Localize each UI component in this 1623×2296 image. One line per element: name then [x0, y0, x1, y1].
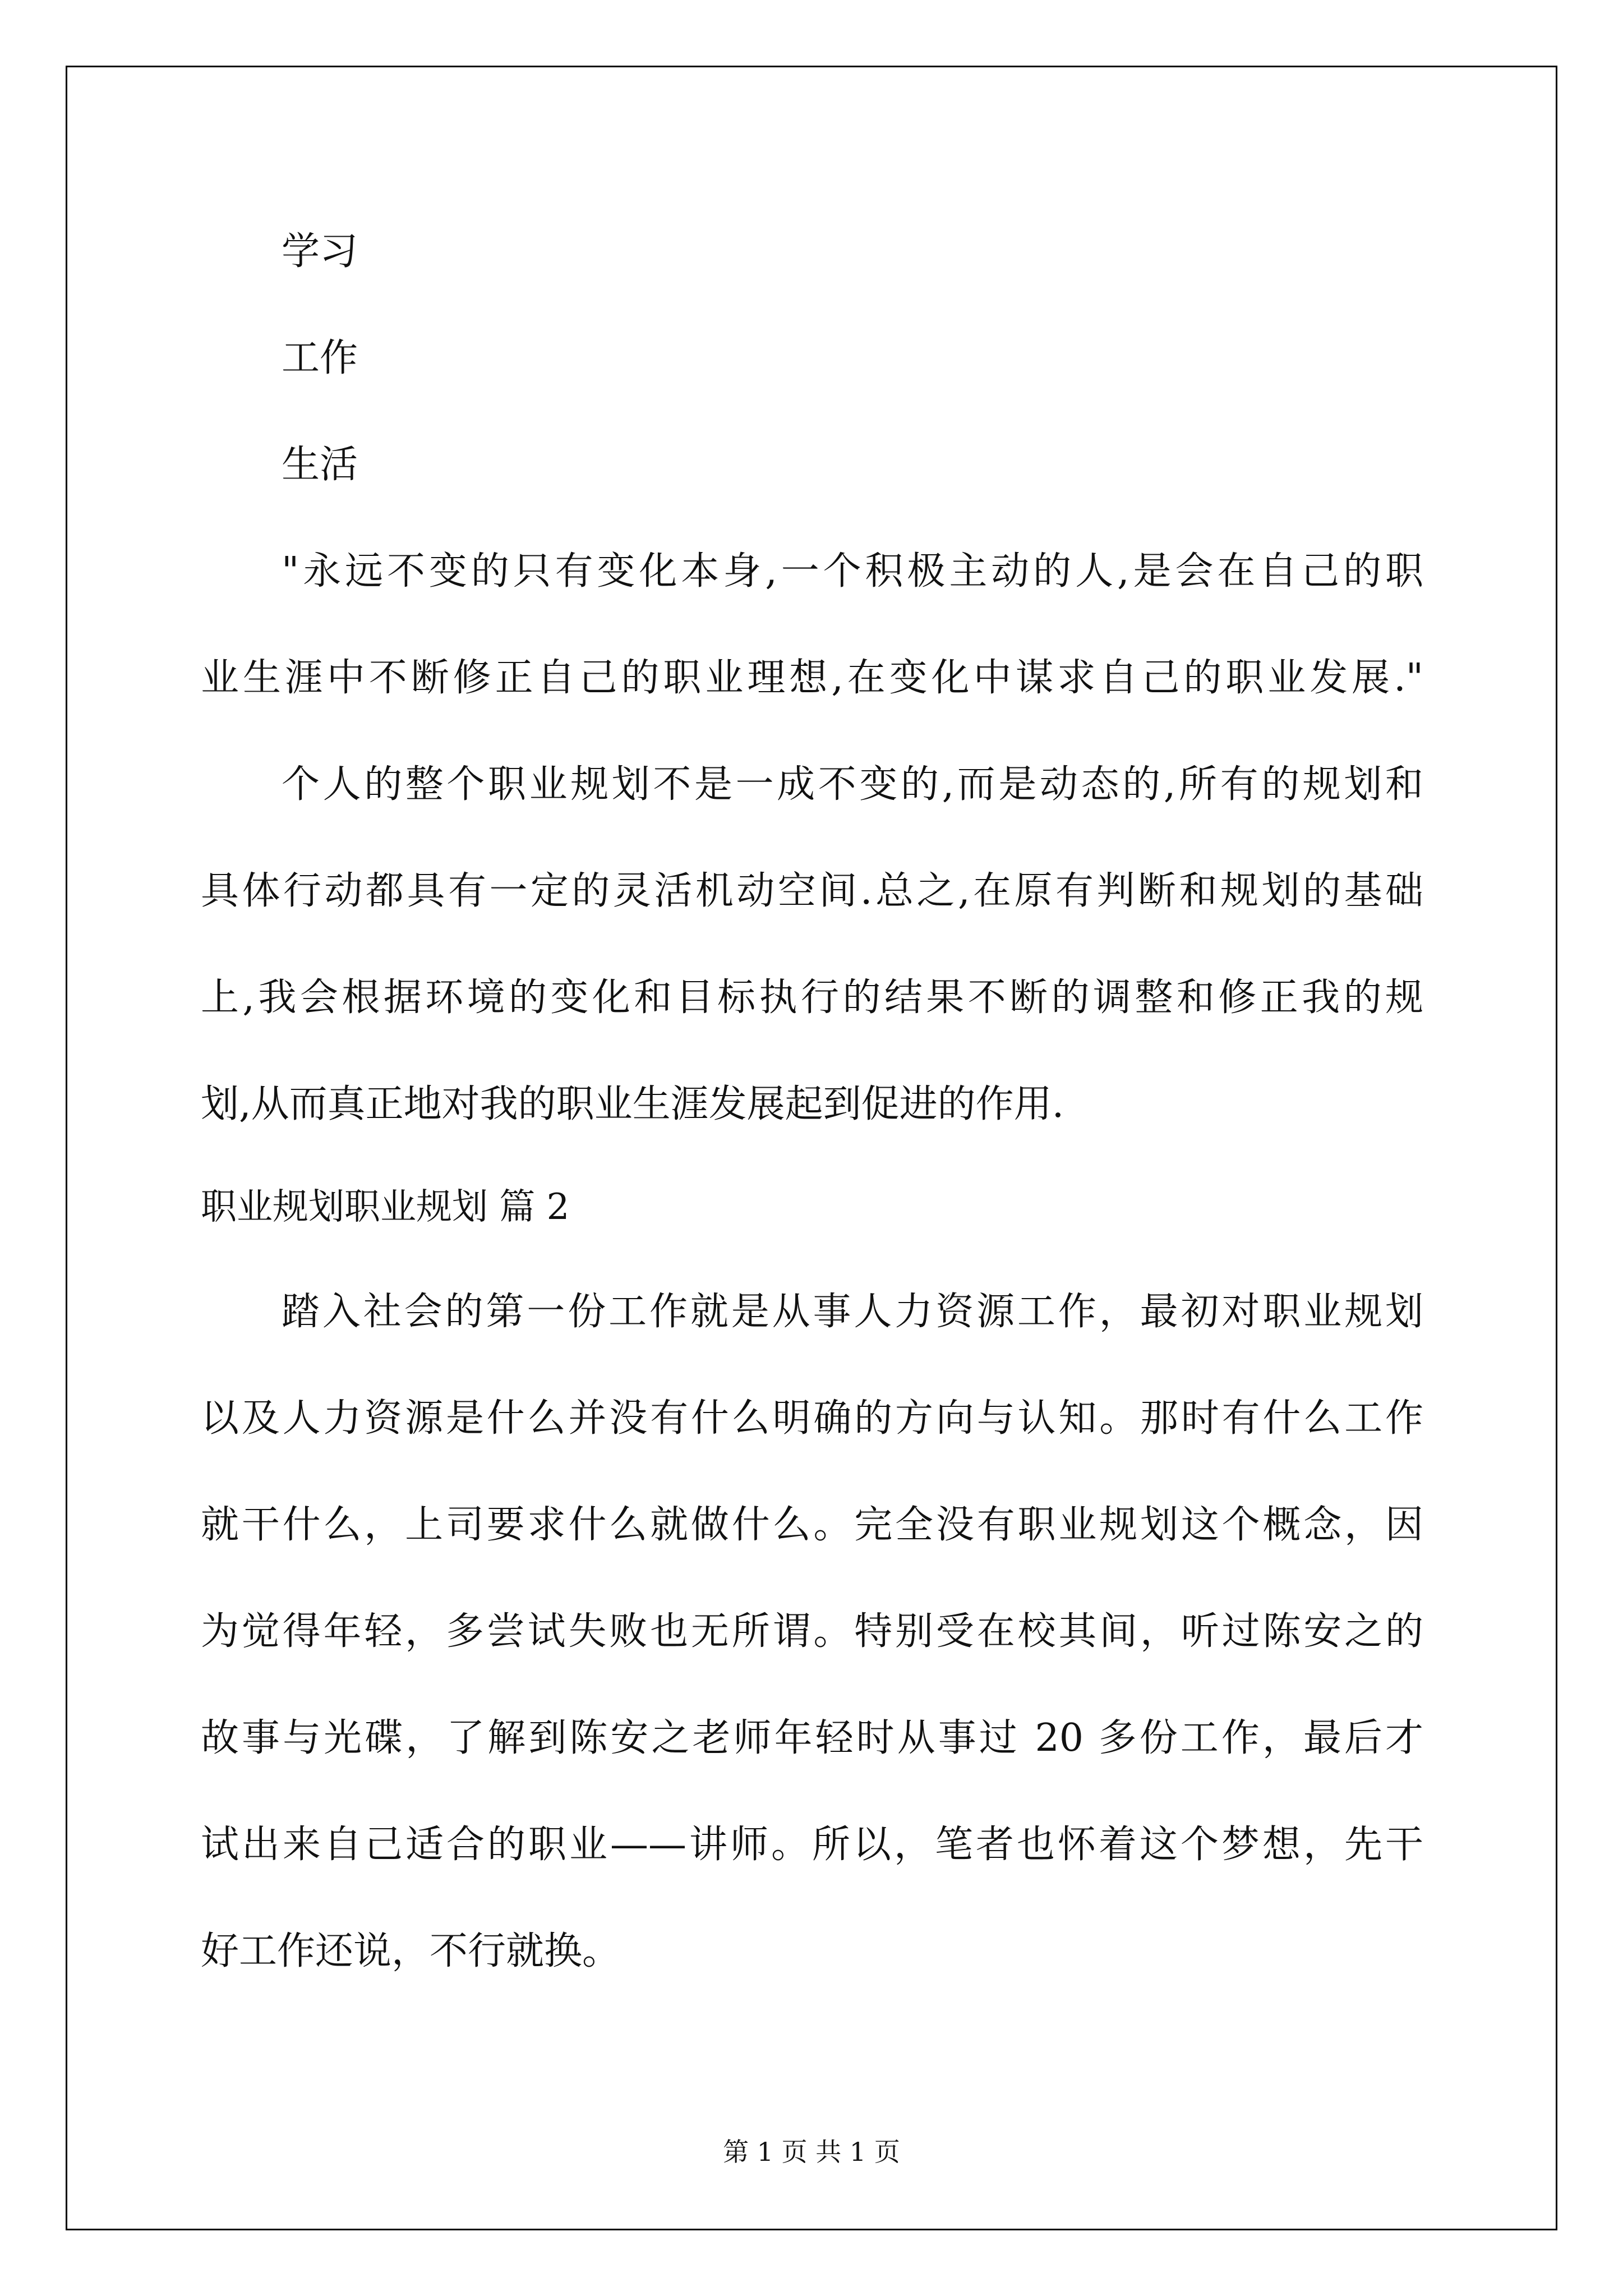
text-line-work: 工作 — [282, 336, 358, 380]
paragraph-2-line-7: 好工作还说，不行就换。 — [201, 1929, 621, 1973]
section-heading: 职业规划职业规划 篇 2 — [201, 1186, 570, 1228]
paragraph-1-line-1: 个人的整个职业规划不是一成不变的,而是动态的,所有的规划和 — [282, 762, 1423, 807]
paragraph-2-line-2: 以及人力资源是什么并没有什么明确的方向与认知。那时有什么工作 — [201, 1396, 1423, 1441]
paragraph-1-line-4: 划,从而真正地对我的职业生涯发展起到促进的作用. — [201, 1082, 1064, 1126]
paragraph-2-line-6: 试出来自己适合的职业——讲师。所以，笔者也怀着这个梦想，先干 — [201, 1823, 1423, 1867]
quote-line-1: "永远不变的只有变化本身,一个积极主动的人,是会在自己的职 — [282, 549, 1423, 593]
paragraph-2-line-1: 踏入社会的第一份工作就是从事人力资源工作，最初对职业规划 — [282, 1290, 1423, 1334]
page-border — [66, 66, 1557, 2230]
paragraph-2-line-3: 就干什么，上司要求什么就做什么。完全没有职业规划这个概念，因 — [201, 1503, 1423, 1547]
paragraph-2-line-5: 故事与光碟，了解到陈安之老师年轻时从事过 20 多份工作，最后才 — [201, 1716, 1423, 1760]
page-footer: 第 1 页 共 1 页 — [723, 2137, 900, 2167]
paragraph-2-line-4: 为觉得年轻，多尝试失败也无所谓。特别受在校其间，听过陈安之的 — [201, 1609, 1423, 1654]
paragraph-1-line-3: 上,我会根据环境的变化和目标执行的结果不断的调整和修正我的规 — [201, 976, 1423, 1020]
paragraph-1-line-2: 具体行动都具有一定的灵活机动空间.总之,在原有判断和规划的基础 — [201, 869, 1423, 913]
quote-line-2: 业生涯中不断修正自己的职业理想,在变化中谋求自己的职业发展." — [201, 656, 1423, 700]
text-line-study: 学习 — [282, 229, 358, 274]
text-line-life: 生活 — [282, 443, 358, 487]
